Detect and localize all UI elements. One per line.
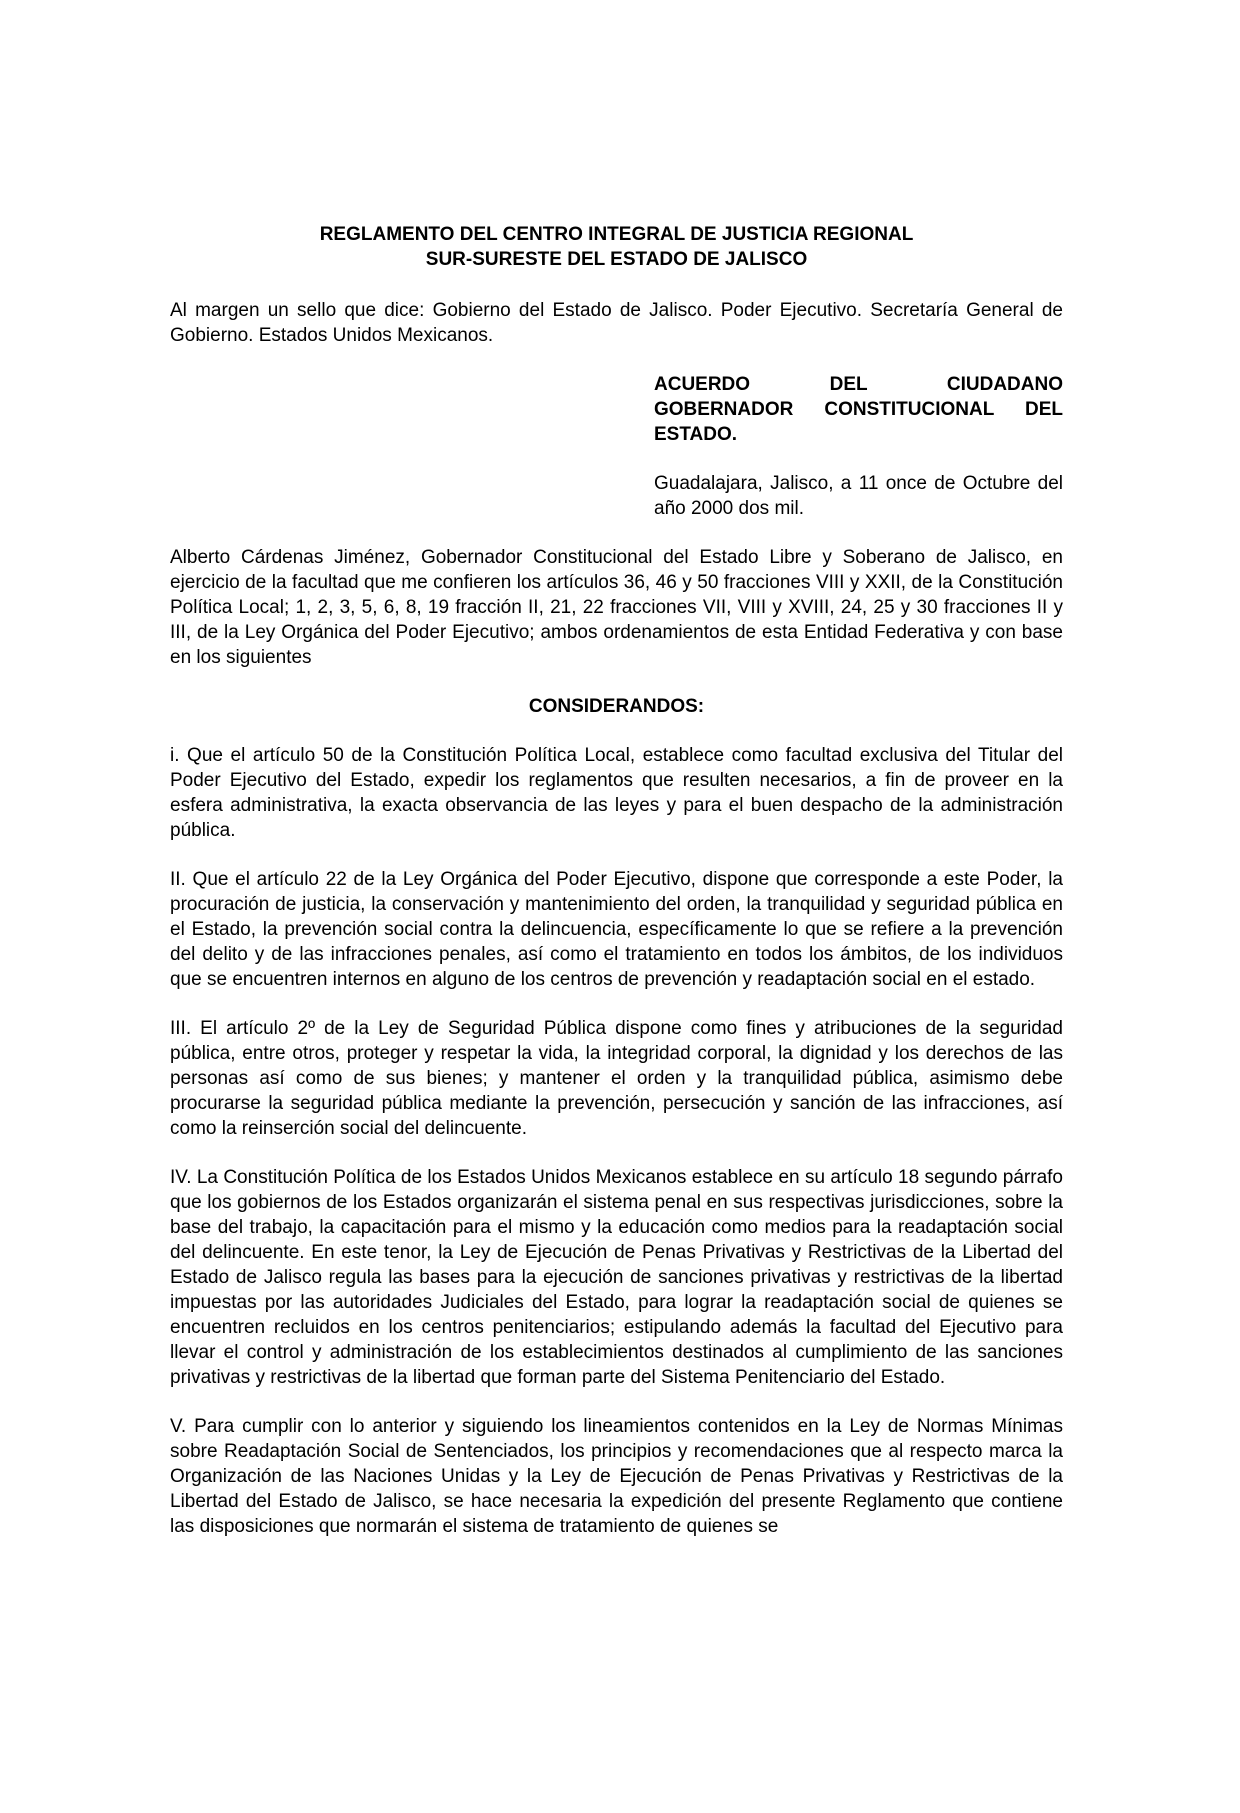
acuerdo-heading bbox=[654, 372, 1063, 447]
intro-paragraph: Alberto Cárdenas Jiménez, Gobernador Constitucional del Estado Libre y Soberano de Jalisco, en ejercicio de la facultad que me confieren los artículos 36, 46 y 50 fracciones VIII y XXII, de la Constitución Política Local; 1, 2, 3, 5, 6, 8, 19 fracción II, 21, 22 fracciones VII, VIII y XVIII, 24, 25 y 30 fracciones II y III, de la Ley Orgánica del Poder Ejecutivo; ambos ordenamientos de esta Entidad Federativa y con base en los siguientes bbox=[170, 547, 1063, 668]
acuerdo-heading-line-3: ESTADO. bbox=[654, 424, 738, 445]
acuerdo-heading-line-2: GOBERNADOR CONSTITUCIONAL DEL bbox=[654, 399, 1063, 420]
considerando-paragraph: IV. La Constitución Política de los Estados Unidos Mexicanos establece en su artículo 18 segundo párrafo que los gobiernos de los Estados organizarán el sistema penal en sus respectivas jurisdicciones, sobre la base del trabajo, la capacitación para el mismo y la educación como medios para la readaptación social del delincuente. En este tenor, la Ley de Ejecución de Penas Privativas y Restrictivas de la Libertad del Estado de Jalisco regula las bases para la ejecución de sanciones privativas y restrictivas de la libertad impuestas por las autoridades Judiciales del Estado, para lograr la readaptación social de quienes se encuentren recluidos en los centros penitenciarios; estipulando además la facultad del Ejecutivo para llevar el control y administración de los establecimientos destinados al cumplimiento de las sanciones privativas y restrictivas de la libertad que forman parte del Sistema Penitenciario del Estado. bbox=[170, 1167, 1063, 1388]
document-page bbox=[170, 222, 1063, 1563]
considerando-paragraph: II. Que el artículo 22 de la Ley Orgánica del Poder Ejecutivo, dispone que corresponde a este Poder, la procuración de justicia, la conservación y mantenimiento del orden, la tranquilidad y seguridad pública en el Estado, la prevención social contra la delincuencia, específicamente lo que se refiere a la prevención del delito y de las infracciones penales, así como el tratamiento en todos los ámbitos, de los individuos que se encuentren internos en alguno de los centros de prevención y readaptación social en el estado. bbox=[170, 869, 1063, 990]
title-spacer bbox=[170, 272, 1063, 298]
considerandos-heading: CONSIDERANDOS: bbox=[528, 696, 705, 717]
considerando-paragraph: V. Para cumplir con lo anterior y siguiendo los lineamientos contenidos en la Ley de Normas Mínimas sobre Readaptación Social de Sentenciados, los principios y recomendaciones que al respecto marca la Organización de las Naciones Unidas y la Ley de Ejecución de Penas Privativas y Restrictivas de la Libertad del Estado de Jalisco, se hace necesaria la expedición del presente Reglamento que contiene las disposiciones que normarán el sistema de tratamiento de quienes se bbox=[170, 1416, 1063, 1537]
acuerdo-heading-line-1: ACUERDO DEL CIUDADANO bbox=[654, 374, 1063, 395]
document-title-line-2: SUR-SURESTE DEL ESTADO DE JALISCO bbox=[425, 249, 808, 270]
margin-note: Al margen un sello que dice: Gobierno del Estado de Jalisco. Poder Ejecutivo. Secretaría General de Gobierno. Estados Unidos Mexicanos. bbox=[170, 300, 1063, 346]
document-title-line-1: REGLAMENTO DEL CENTRO INTEGRAL DE JUSTICIA REGIONAL bbox=[319, 224, 914, 245]
considerando-paragraph: III. El artículo 2º de la Ley de Seguridad Pública dispone como fines y atribuciones de la seguridad pública, entre otros, proteger y respetar la vida, la integridad corporal, la dignidad y los derechos de las personas así como de sus bienes; y mantener el orden y la tranquilidad pública, asimismo debe procurarse la seguridad pública mediante la prevención, persecución y sanción de las infracciones, así como la reinserción social del delincuente. bbox=[170, 1018, 1063, 1139]
considerando-paragraph: i. Que el artículo 50 de la Constitución Política Local, establece como facultad exclusiva del Titular del Poder Ejecutivo del Estado, expedir los reglamentos que resulten necesarios, a fin de proveer en la esfera administrativa, la exacta observancia de las leyes y para el buen despacho de la administración pública. bbox=[170, 745, 1063, 841]
acuerdo-date: Guadalajara, Jalisco, a 11 once de Octubre del año 2000 dos mil. bbox=[654, 473, 1063, 519]
acuerdo-block bbox=[654, 372, 1063, 521]
